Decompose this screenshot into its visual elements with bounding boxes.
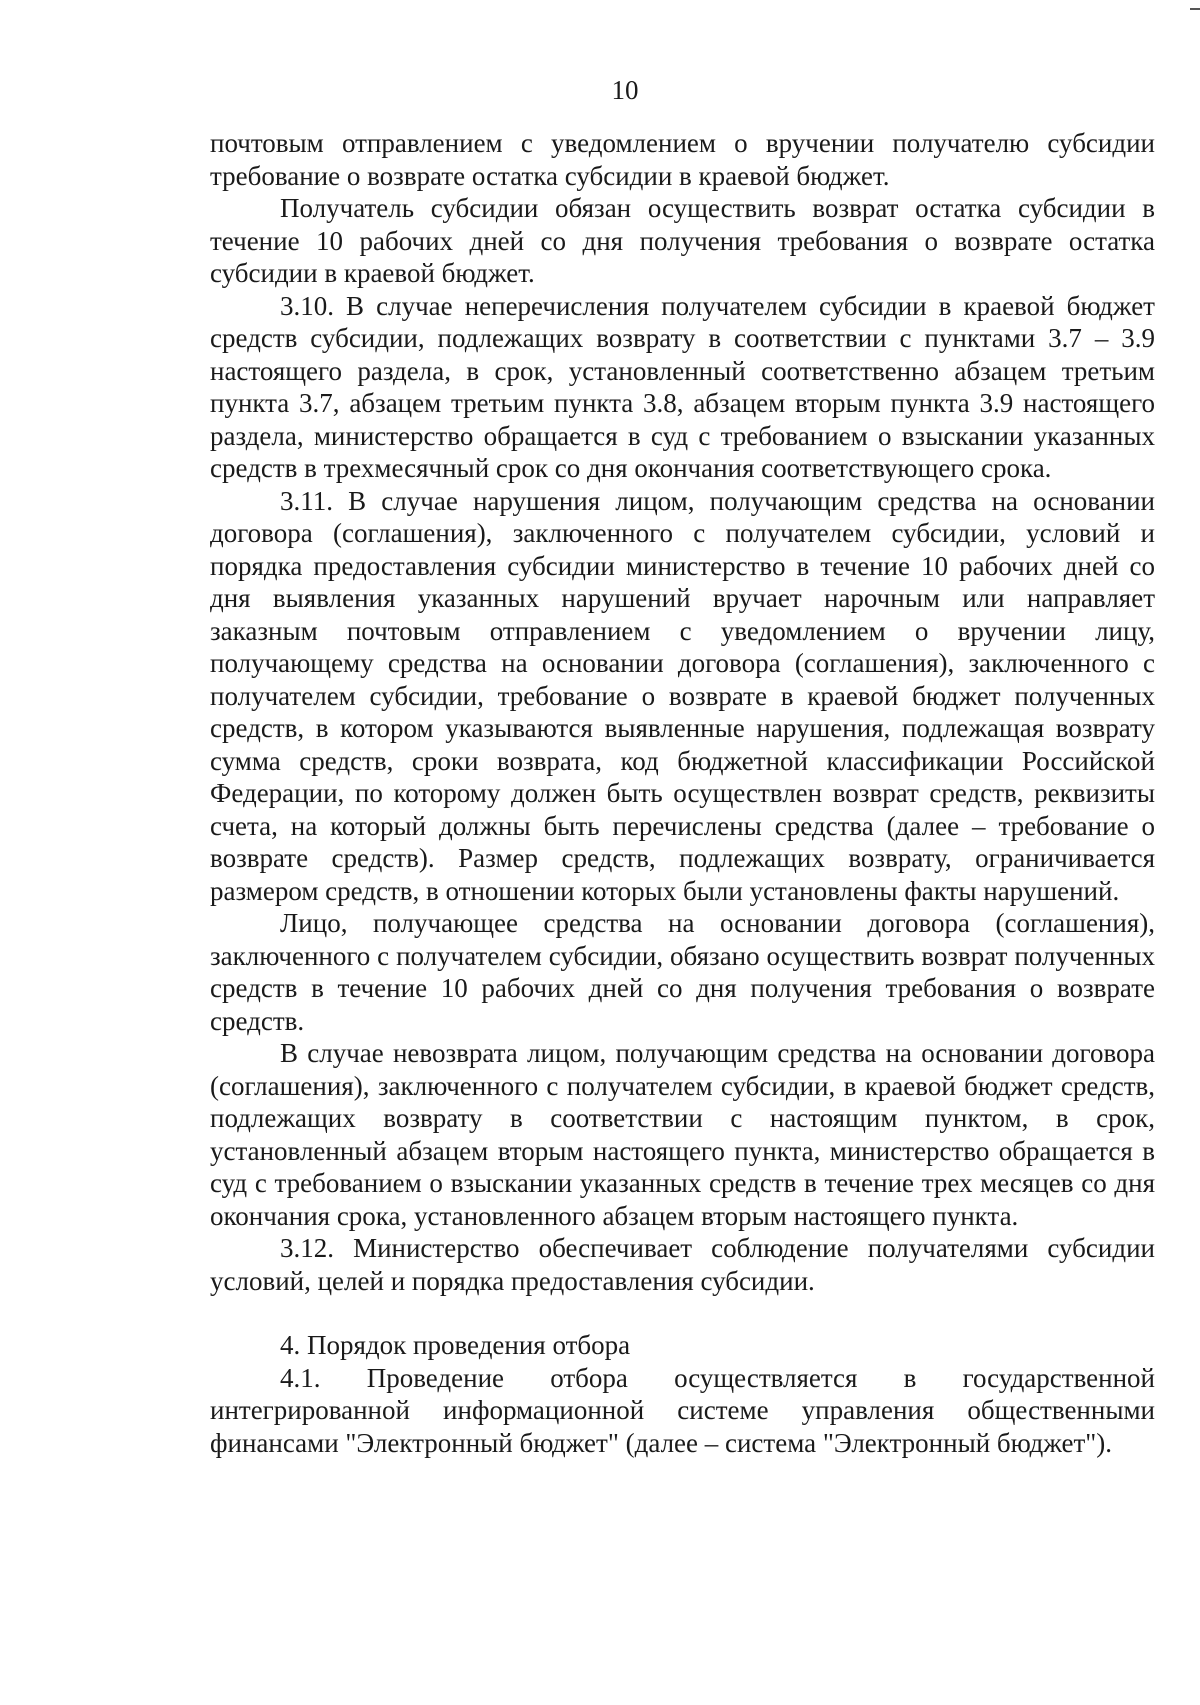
paragraph-4-1: 4.1. Проведение отбора осуществляется в государственной интегрированной информационной системе управления общественными финансами "Электронный бюджет" (далее – система "Электронный бюджет"). (210, 1362, 1155, 1458)
paragraph-continuation: почтовым отправлением с уведомлением о вручении получателю субсидии требование о возврате остатка субсидии в краевой бюджет. (210, 128, 1155, 191)
paragraph-non-return: В случае невозврата лицом, получающим средства на основании договора (соглашения), заключенного с получателем субсидии, в краевой бюджет средств, подлежащих возврату в соответствии с настоящим пунктом, в срок, установленный абзацем вторым настоящего пункта, министерство обращается в суд с требованием о взыскании указанных средств в течение трех месяцев со дня окончания срока, установленного абзацем вторым настоящего пункта. (210, 1038, 1155, 1231)
paragraph-person-obligation: Лицо, получающее средства на основании договора (соглашения), заключенного с получателем субсидии, обязано осуществить возврат полученных средств в течение 10 рабочих дней со дня получения требования о возврате средств. (210, 908, 1155, 1036)
paragraph-recipient-obligation: Получатель субсидии обязан осуществить возврат остатка субсидии в течение 10 рабочих дней со дня получения требования о возврате остатка субсидии в краевой бюджет. (210, 193, 1155, 288)
page-number: 10 (611, 75, 639, 105)
document-body (210, 127, 1155, 1459)
scan-edge-mark (1190, 8, 1200, 10)
paragraph-3-11: 3.11. В случае нарушения лицом, получающим средства на основании договора (соглашения), заключенного с получателем субсидии, условий и порядка предоставления субсидии министерство в течение 10 рабочих дней со дня выявления указанных нарушений вручает нарочным или направляет заказным почтовым отправлением с уведомлением о вручении лицу, получающему средства на основании договора (соглашения), заключенного с получателем субсидии, требование о возврате в краевой бюджет полученных средств, в котором указываются выявленные нарушения, подлежащая возврату сумма средств, сроки возврата, код бюджетной классификации Российской Федерации, по которому должен быть осуществлен возврат средств, реквизиты счета, на который должны быть перечислены средства (далее – требование о возврате средств). Размер средств, подлежащих возврату, ограничивается размером средств, в отношении которых были установлены факты нарушений. (210, 485, 1155, 906)
paragraph-3-12: 3.12. Министерство обеспечивает соблюдение получателями субсидии условий, целей и порядка предоставления субсидии. (210, 1233, 1155, 1296)
paragraph-3-10: 3.10. В случае неперечисления получателем субсидии в краевой бюджет средств субсидии, подлежащих возврату в соответствии с пунктами 3.7 – 3.9 настоящего раздела, в срок, установленный соответственно абзацем третьим пункта 3.7, абзацем третьим пункта 3.8, абзацем вторым пункта 3.9 настоящего раздела, министерство обращается в суд с требованием о взыскании указанных средств в трехмесячный срок со дня окончания соответствующего срока. (210, 290, 1155, 483)
section-4-heading: 4. Порядок проведения отбора (280, 1330, 631, 1360)
